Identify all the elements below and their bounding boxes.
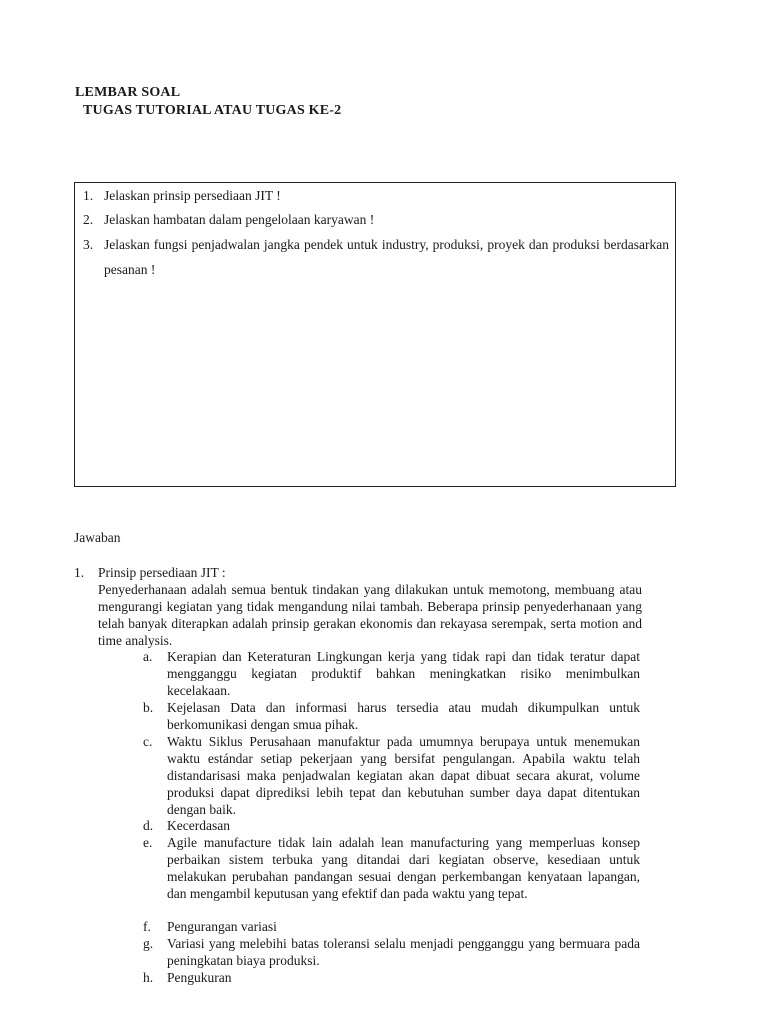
sub-item-letter: h. — [143, 970, 154, 985]
sub-item-letter: b. — [143, 700, 154, 715]
sub-item-letter: d. — [143, 818, 154, 833]
answer-paragraph: Penyederhanaan adalah semua bentuk tindakan yang dilakukan untuk memotong, membuang atau mengurangi kegiatan yang tidak mengandung nilai tambah. Beberapa prinsip penyederhanaan yang telah banyak diterapkan adalah prinsip gerakan ekonomis dan rekayasa serempak, serta motion and time analysis. — [98, 582, 642, 648]
question-number: 3. — [83, 237, 94, 252]
question-text: Jelaskan hambatan dalam pengelolaan karyawan ! — [104, 212, 375, 227]
sub-item-text: Agile manufacture tidak lain adalah lean manufacturing yang memperluas konsep perbaikan sistem terbuka yang ditandai dari kegiatan observe, kesediaan untuk melakukan perubahan pandangan sesuai dengan perkembangan kenyataan lapangan, dan mengambil keputusan yang efektif dan pada waktu yang tepat. — [167, 835, 640, 901]
answer-number: 1. — [74, 565, 85, 580]
question-number: 2. — [83, 212, 94, 227]
sub-item-text: Kerapian dan Keteraturan Lingkungan kerja yang tidak rapi dan tidak teratur dapat mengganggu kegiatan produktif bahkan meningkatkan risiko menimbulkan kecelakaan. — [167, 649, 640, 698]
sub-item-text: Pengukuran — [167, 970, 232, 985]
question-text: Jelaskan prinsip persediaan JIT ! — [104, 188, 281, 203]
answers-heading: Jawaban — [74, 530, 121, 545]
sub-item-letter: e. — [143, 835, 153, 850]
sub-item-text: Waktu Siklus Perusahaan manufaktur pada umumnya berupaya untuk menemukan waktu estándar setiap pekerjaan yang bersifat pengulangan. Apabila waktu telah distandarisasi maka penjadwalan kegiatan akan dapat dibuat secara akurat, volume produksi dapat diprediksi lebih tepat dan kebutuhan sumber daya dapat ditentukan dengan baik. — [167, 734, 640, 817]
document-title: LEMBAR SOAL — [75, 85, 181, 100]
sub-item-text: Kejelasan Data dan informasi harus tersedia atau mudah dikumpulkan untuk berkomunikasi dengan smua pihak. — [167, 700, 640, 732]
questions-box — [74, 182, 676, 487]
sub-item-letter: c. — [143, 734, 153, 749]
document-subtitle: TUGAS TUTORIAL ATAU TUGAS KE-2 — [83, 103, 342, 118]
sub-item-text: Kecerdasan — [167, 818, 230, 833]
sub-item-letter: g. — [143, 936, 154, 951]
sub-item-text: Variasi yang melebihi batas toleransi selalu menjadi pengganggu yang bermuara pada peningkatan biaya produksi. — [167, 936, 640, 968]
sub-item-letter: f. — [143, 919, 151, 934]
question-number: 1. — [83, 188, 94, 203]
sub-item-text: Pengurangan variasi — [167, 919, 277, 934]
answer-heading: Prinsip persediaan JIT : — [98, 565, 226, 580]
sub-item-letter: a. — [143, 649, 153, 664]
question-text: Jelaskan fungsi penjadwalan jangka pendek untuk industry, produksi, proyek dan produksi berdasarkan pesanan ! — [104, 237, 669, 277]
